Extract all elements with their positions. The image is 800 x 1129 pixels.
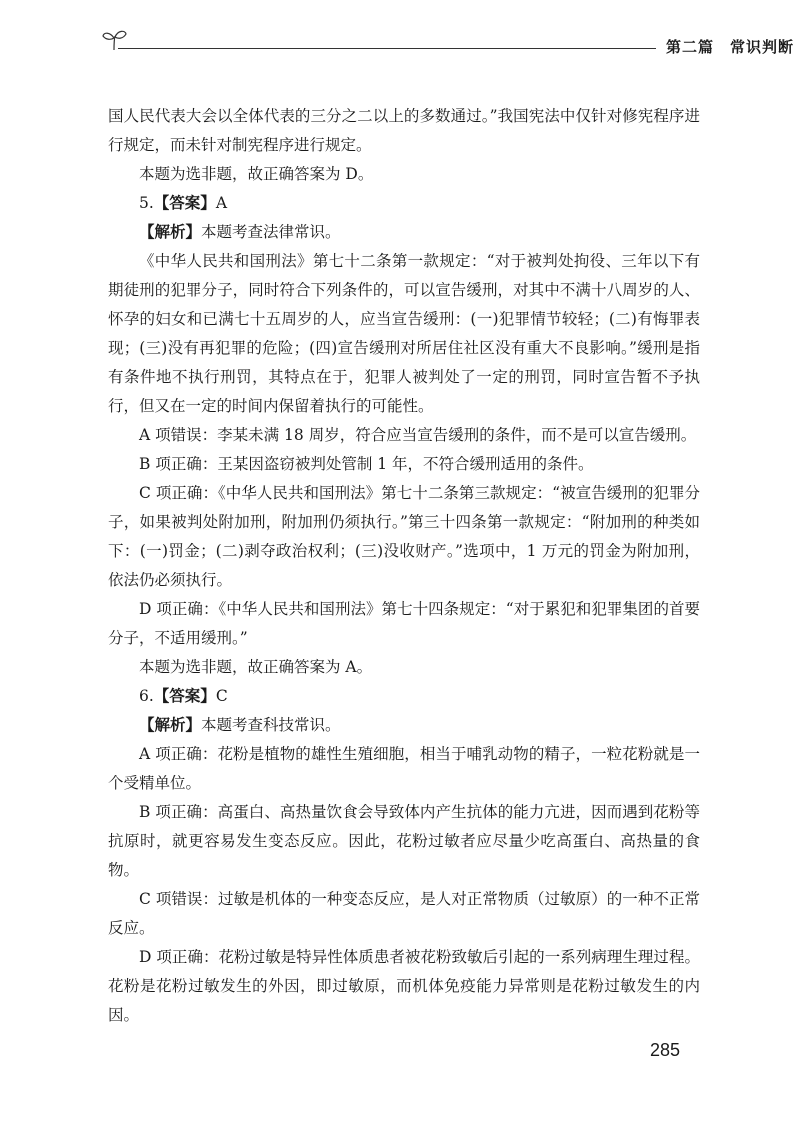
answer-value: C (215, 687, 228, 705)
question-number: 5. (139, 194, 154, 212)
q6-answer-line (108, 682, 700, 711)
q5-option-d: D 项正确：《中华人民共和国刑法》第七十四条规定：“对于累犯和犯罪集团的首要分子，不适用缓刑。” (108, 600, 700, 647)
q5-option-c: C 项正确：《中华人民共和国刑法》第七十二条第三款规定：“被宣告缓刑的犯罪分子，如果被判处附加刑，附加刑仍须执行。”第三十四条第一款规定：“附加刑的种类如下：(一)罚金；(二)剥夺政治权利；(三)没收财产。”选项中，1 万元的罚金为附加刑，依法仍必须执行。 (108, 484, 700, 589)
continued-paragraph: 国人民代表大会以全体代表的三分之二以上的多数通过。”我国宪法中仅针对修宪程序进行规定，而未针对制宪程序进行规定。 (108, 107, 700, 154)
q6-option-d: D 项正确：花粉过敏是特异性体质患者被花粉致敏后引起的一系列病理生理过程。花粉是花粉过敏发生的外因，即过敏原，而机体免疫能力异常则是花粉过敏发生的内因。 (108, 948, 700, 1024)
q5-answer-line (108, 189, 700, 218)
page-number: 285 (650, 1040, 681, 1060)
q6-option-c: C 项错误：过敏是机体的一种变态反应，是人对正常物质（过敏原）的一种不正常反应。 (108, 890, 700, 937)
analysis-text: 本题考查科技常识。 (201, 716, 341, 734)
q6-option-a: A 项正确：花粉是植物的雄性生殖细胞，相当于哺乳动物的精子，一粒花粉就是一个受精单位。 (108, 745, 700, 792)
q4-conclusion: 本题为选非题，故正确答案为 D。 (139, 165, 374, 183)
section-title: 第二篇 常识判断 (666, 38, 795, 56)
q5-law-paragraph: 《中华人民共和国刑法》第七十二条第一款规定：“对于被判处拘役、三年以下有期徒刑的犯罪分子，同时符合下列条件的，可以宣告缓刑，对其中不满十八周岁的人、怀孕的妇女和已满七十五周岁的人，应当宣告缓刑：(一)犯罪情节较轻；(二)有悔罪表现；(三)没有再犯罪的危险；(四)宣告缓刑对所居住社区没有重大不良影响。”缓刑是指有条件地不执行刑罚，其特点在于，犯罪人被判处了一定的刑罚，同时宣告暂不予执行，但又在一定的时间内保留着执行的可能性。 (108, 252, 700, 415)
answer-tag: 【答案】 (153, 687, 216, 705)
answer-tag: 【答案】 (153, 194, 216, 212)
header-rule-left (118, 48, 656, 49)
page-header (100, 28, 800, 68)
q5-conclusion: 本题为选非题，故正确答案为 A。 (139, 658, 373, 676)
q6-analysis-line (108, 711, 700, 740)
analysis-tag: 【解析】 (139, 223, 202, 241)
analysis-tag: 【解析】 (139, 716, 202, 734)
analysis-text: 本题考查法律常识。 (201, 223, 341, 241)
q5-option-b: B 项正确：王某因盗窃被判处管制 1 年，不符合缓刑适用的条件。 (139, 455, 594, 473)
question-number: 6. (139, 687, 154, 705)
q6-option-b: B 项正确：高蛋白、高热量饮食会导致体内产生抗体的能力亢进，因而遇到花粉等抗原时，就更容易发生变态反应。因此，花粉过敏者应尽量少吃高蛋白、高热量的食物。 (108, 803, 700, 879)
answer-value: A (215, 194, 228, 212)
q5-analysis-line (108, 218, 700, 247)
q5-option-a: A 项错误：李某未满 18 周岁，符合应当宣告缓刑的条件，而不是可以宣告缓刑。 (139, 426, 697, 444)
page-content (108, 102, 700, 1030)
